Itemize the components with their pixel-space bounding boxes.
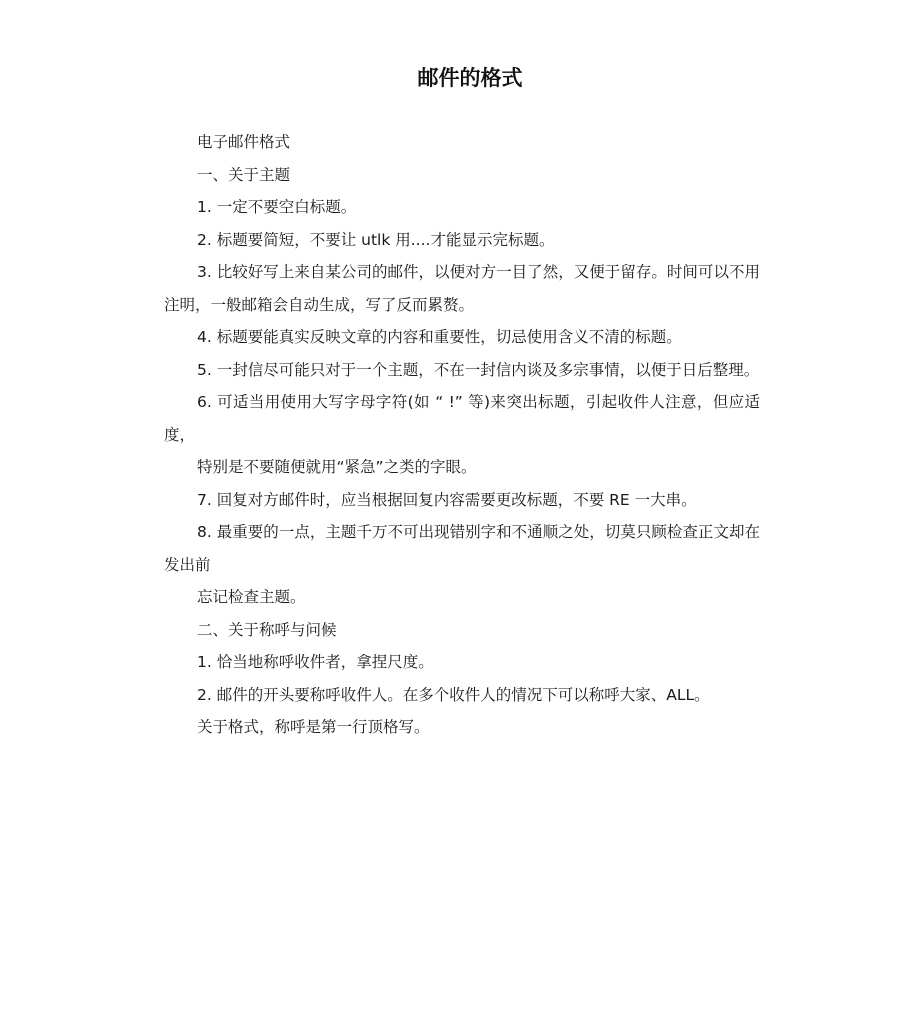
section-heading-salutation: 二、关于称呼与问候 [197,620,337,639]
paragraph-item: 8. 最重要的一点，主题千万不可出现错别字和不通顺之处，切莫只顾检查正文却在发出前 [164,523,760,574]
paragraph-item: 2. 邮件的开头要称呼收件人。在多个收件人的情况下可以称呼大家、ALL。 [197,685,710,704]
section-heading-subject: 一、关于主题 [197,165,291,184]
paragraph-item: 4. 标题要能真实反映文章的内容和重要性，切忌使用含义不清的标题。 [197,328,682,346]
paragraph-item: 5. 一封信尽可能只对于一个主题，不在一封信内谈及多宗事情，以便于日后整理。 [197,360,760,379]
paragraph-item: 7. 回复对方邮件时，应当根据回复内容需要更改标题，不要 RE 一大串。 [197,490,697,509]
paragraph-item: 关于格式，称呼是第一行顶格写。 [197,718,430,736]
paragraph-item: 特别是不要随便就用“紧急”之类的字眼。 [197,458,477,476]
paragraph-item: 3. 比较好写上来自某公司的邮件，以便对方一目了然，又便于留存。时间可以不用注明，一般邮箱会自动生成，写了反而累赘。 [164,263,760,314]
paragraph-item: 忘记检查主题。 [197,588,306,606]
paragraph-item: 6. 可适当用使用大写字母字符(如 “ !” 等)来突出标题，引起收件人注意，但应适度， [164,393,760,444]
paragraph-heading-email-format: 电子邮件格式 [197,133,291,151]
document-body [164,126,760,744]
paragraph-item: 1. 恰当地称呼收件者，拿捏尺度。 [197,653,434,671]
paragraph-item: 2. 标题要简短，不要让 utlk 用....才能显示完标题。 [197,230,555,249]
paragraph-item: 1. 一定不要空白标题。 [197,198,357,216]
document-title: 邮件的格式 [417,66,523,90]
